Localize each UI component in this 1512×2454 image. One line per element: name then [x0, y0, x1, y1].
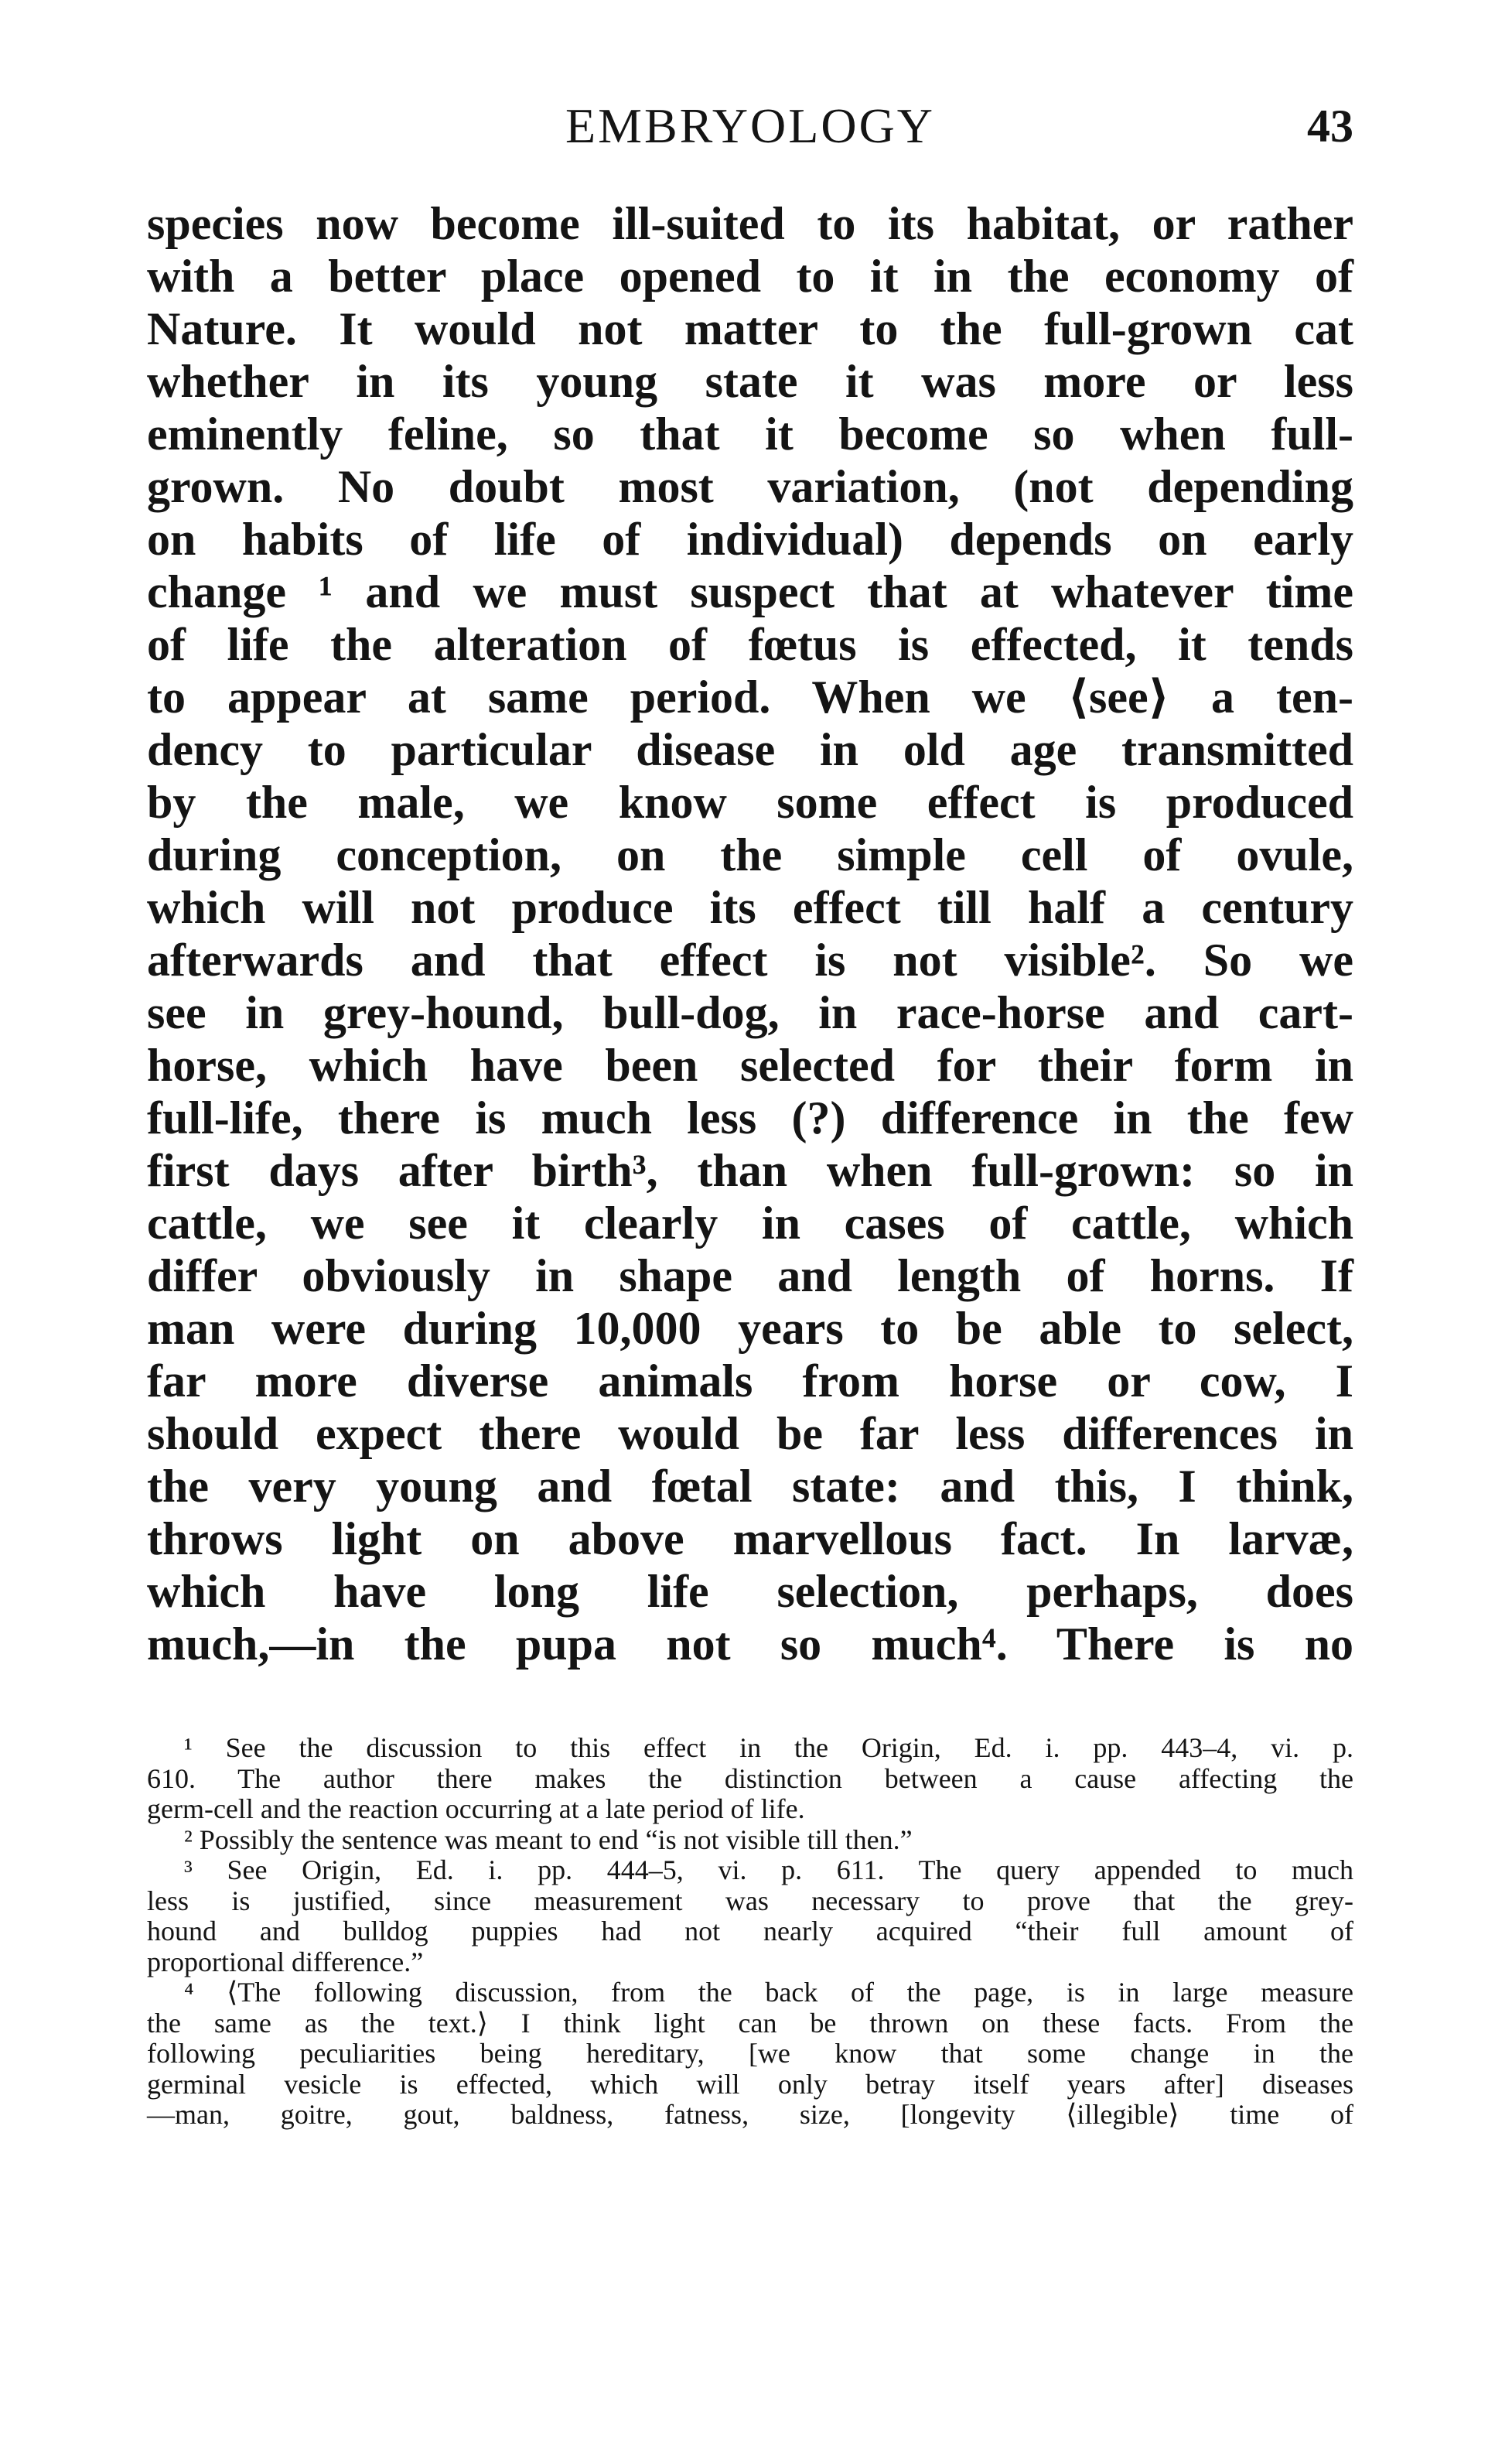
- body-line: during conception, on the simple cell of ovule,: [147, 829, 1353, 880]
- body-line: to appear at same period. When we ⟨see⟩ a ten-: [147, 672, 1353, 723]
- body-line: first days after birth³, than when full-grown: so in: [147, 1145, 1353, 1196]
- footnote-line: less is justified, since measurement was necessary to prove that the grey-: [147, 1885, 1353, 1916]
- body-line: afterwards and that effect is not visible². So we: [147, 935, 1353, 986]
- body-line: dency to particular disease in old age transmitted: [147, 724, 1353, 775]
- footnotes: [147, 1733, 1353, 2131]
- body-line: the very young and fœtal state: and this, I think,: [147, 1461, 1353, 1512]
- body-line: of life the alteration of fœtus is effected, it tends: [147, 619, 1353, 670]
- page-number: 43: [1307, 101, 1353, 152]
- footnote-line: proportional difference.”: [147, 1946, 424, 1977]
- footnote-line: ³ See Origin, Ed. i. pp. 444–5, vi. p. 611. The query appended to much: [184, 1854, 1353, 1885]
- footnote-line: hound and bulldog puppies had not nearly acquired “their full amount of: [147, 1916, 1353, 1946]
- running-head: [147, 91, 1353, 161]
- body-line: differ obviously in shape and length of horns. If: [147, 1250, 1353, 1301]
- body-line: which will not produce its effect till half a century: [147, 882, 1353, 933]
- footnote-line: the same as the text.⟩ I think light can be thrown on these facts. From the: [147, 2007, 1353, 2039]
- body-line: by the male, we know some effect is produced: [147, 777, 1353, 828]
- body-line: species now become ill-suited to its habitat, or rather: [147, 198, 1353, 249]
- body-line: eminently feline, so that it become so when full-: [147, 408, 1353, 460]
- body-line: cattle, we see it clearly in cases of cattle, which: [147, 1198, 1353, 1249]
- body-line: which have long life selection, perhaps, does: [147, 1566, 1353, 1617]
- footnote-line: ⁴ ⟨The following discussion, from the back of the page, is in large measure: [184, 1977, 1353, 2008]
- body-line: full-life, there is much less (?) difference in the few: [147, 1092, 1353, 1143]
- body-line: much,—in the pupa not so much⁴. There is no: [147, 1618, 1353, 1670]
- body-line: Nature. It would not matter to the full-grown cat: [147, 303, 1353, 354]
- body-line: see in grey-hound, bull-dog, in race-horse and cart-: [147, 987, 1353, 1038]
- footnote-line: 610. The author there makes the distinction between a cause affecting the: [147, 1762, 1353, 1794]
- body-line: change ¹ and we must suspect that at whatever time: [147, 566, 1353, 617]
- footnote-line: germinal vesicle is effected, which will only betray itself years after] diseases: [147, 2068, 1353, 2100]
- footnote-line: —man, goitre, gout, baldness, fatness, size, [longevity ⟨illegible⟩ time of: [147, 2099, 1353, 2130]
- footnote-line: ² Possibly the sentence was meant to end “is not visible till then.”: [184, 1823, 913, 1855]
- body-line: whether in its young state it was more or less: [147, 356, 1353, 407]
- body-line: throws light on above marvellous fact. In larvæ,: [147, 1513, 1353, 1564]
- body-line: with a better place opened to it in the economy of: [147, 251, 1353, 302]
- body-line: far more diverse animals from horse or cow, I: [147, 1355, 1353, 1406]
- footnote-line: ¹ See the discussion to this effect in the Origin, Ed. i. pp. 443–4, vi. p.: [184, 1732, 1353, 1763]
- body-line: grown. No doubt most variation, (not depending: [147, 461, 1353, 512]
- running-title: EMBRYOLOGY: [565, 98, 936, 153]
- body-line: on habits of life of individual) depends on early: [147, 514, 1353, 565]
- footnote-line: following peculiarities being hereditary, [we know that some change in the: [147, 2038, 1353, 2069]
- body-line: horse, which have been selected for their form in: [147, 1040, 1353, 1091]
- footnote-line: germ-cell and the reaction occurring at a late period of life.: [147, 1793, 805, 1824]
- body-text: [147, 197, 1353, 1670]
- body-line: should expect there would be far less differences in: [147, 1408, 1353, 1459]
- body-line: man were during 10,000 years to be able to select,: [147, 1303, 1353, 1354]
